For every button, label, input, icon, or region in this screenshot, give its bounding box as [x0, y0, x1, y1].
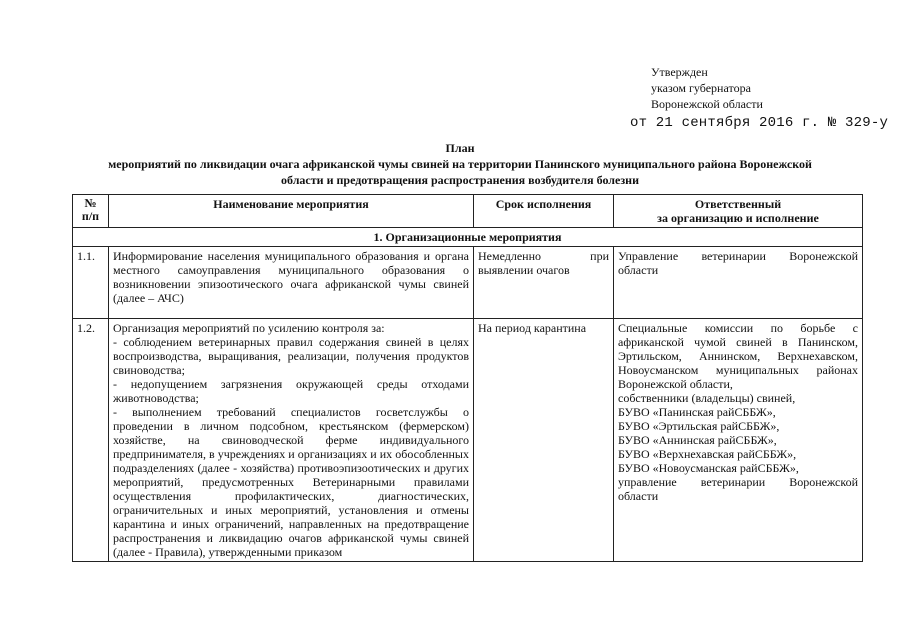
header-responsible: Ответственный за организацию и исполнение — [614, 195, 863, 228]
title-subtitle-line1: мероприятий по ликвидации очага африканской чумы свиней на территории Панинского муниципального района Воронежской — [108, 157, 812, 171]
title-heading: План — [445, 141, 475, 155]
row-deadline: На период карантина — [474, 319, 614, 562]
title-subtitle-line2: области и предотвращения распространения возбудителя болезни — [281, 173, 639, 187]
document-title — [60, 140, 860, 188]
row-deadline: Немедленно при выявлении очагов — [474, 247, 614, 319]
approval-stamp — [630, 64, 889, 131]
header-number: № п/п — [73, 195, 109, 228]
table-row — [73, 247, 863, 319]
plan-table — [72, 194, 863, 562]
row-number: 1.2. — [73, 319, 109, 562]
approval-line-approved: Утвержден — [651, 65, 708, 79]
table-row — [73, 319, 863, 562]
header-deadline: Срок исполнения — [474, 195, 614, 228]
row-responsible: Специальные комиссии по борьбе с африканской чумой свиней в Панинском, Эртильском, Аннинском, Верхнехавском, Новоусманском муниципальных районах Воронежской области, собственники (владельцы) свиней, БУВО «Панинская райСББЖ», БУВО «Эртильская райСББЖ», БУВО «Аннинская райСББЖ», БУВО «Верхнехавская райСББЖ», БУВО «Новоусманская райСББЖ», управление ветеринарии Воронежской области — [614, 319, 863, 562]
row-number: 1.1. — [73, 247, 109, 319]
row-name: Организация мероприятий по усилению контроля за: - соблюдением ветеринарных правил содержания свиней в целях воспроизводства, выращивания, реализации, получения продуктов свиноводства; - недопущением загрязнения окружающей среды отходами животноводства; - выполнением требований специалистов госветслужбы о проведении в личном подсобном, крестьянском (фермерском) хозяйстве, на свиноводческой ферме индивидуального предпринимателя, в учреждениях и организациях и их обособленных подразделениях (далее - хозяйства) противоэпизоотических и других мероприятий, предусмотренных Ветеринарными правилами осуществления профилактических, диагностических, ограничительных и иных мероприятий, установления и отмены карантина и иных ограничений, направленных на предотвращение распространения и ликвидацию очагов африканской чумы свиней (далее - Правила), утвержденными приказом — [109, 319, 474, 562]
header-name: Наименование мероприятия — [109, 195, 474, 228]
approval-line-region: Воронежской области — [651, 97, 763, 111]
section-title: 1. Организационные мероприятия — [73, 228, 863, 247]
row-name: Информирование населения муниципального образования и органа местного самоуправления муниципального образования о возникновении эпизоотического очага африканской чумы свиней (далее – АЧС) — [109, 247, 474, 319]
row-responsible: Управление ветеринарии Воронежской области — [614, 247, 863, 319]
section-row — [73, 228, 863, 247]
table-header-row — [73, 195, 863, 228]
decree-number: от 21 сентября 2016 г. № 329-у — [630, 115, 889, 131]
approval-line-decree-type: указом губернатора — [651, 81, 751, 95]
